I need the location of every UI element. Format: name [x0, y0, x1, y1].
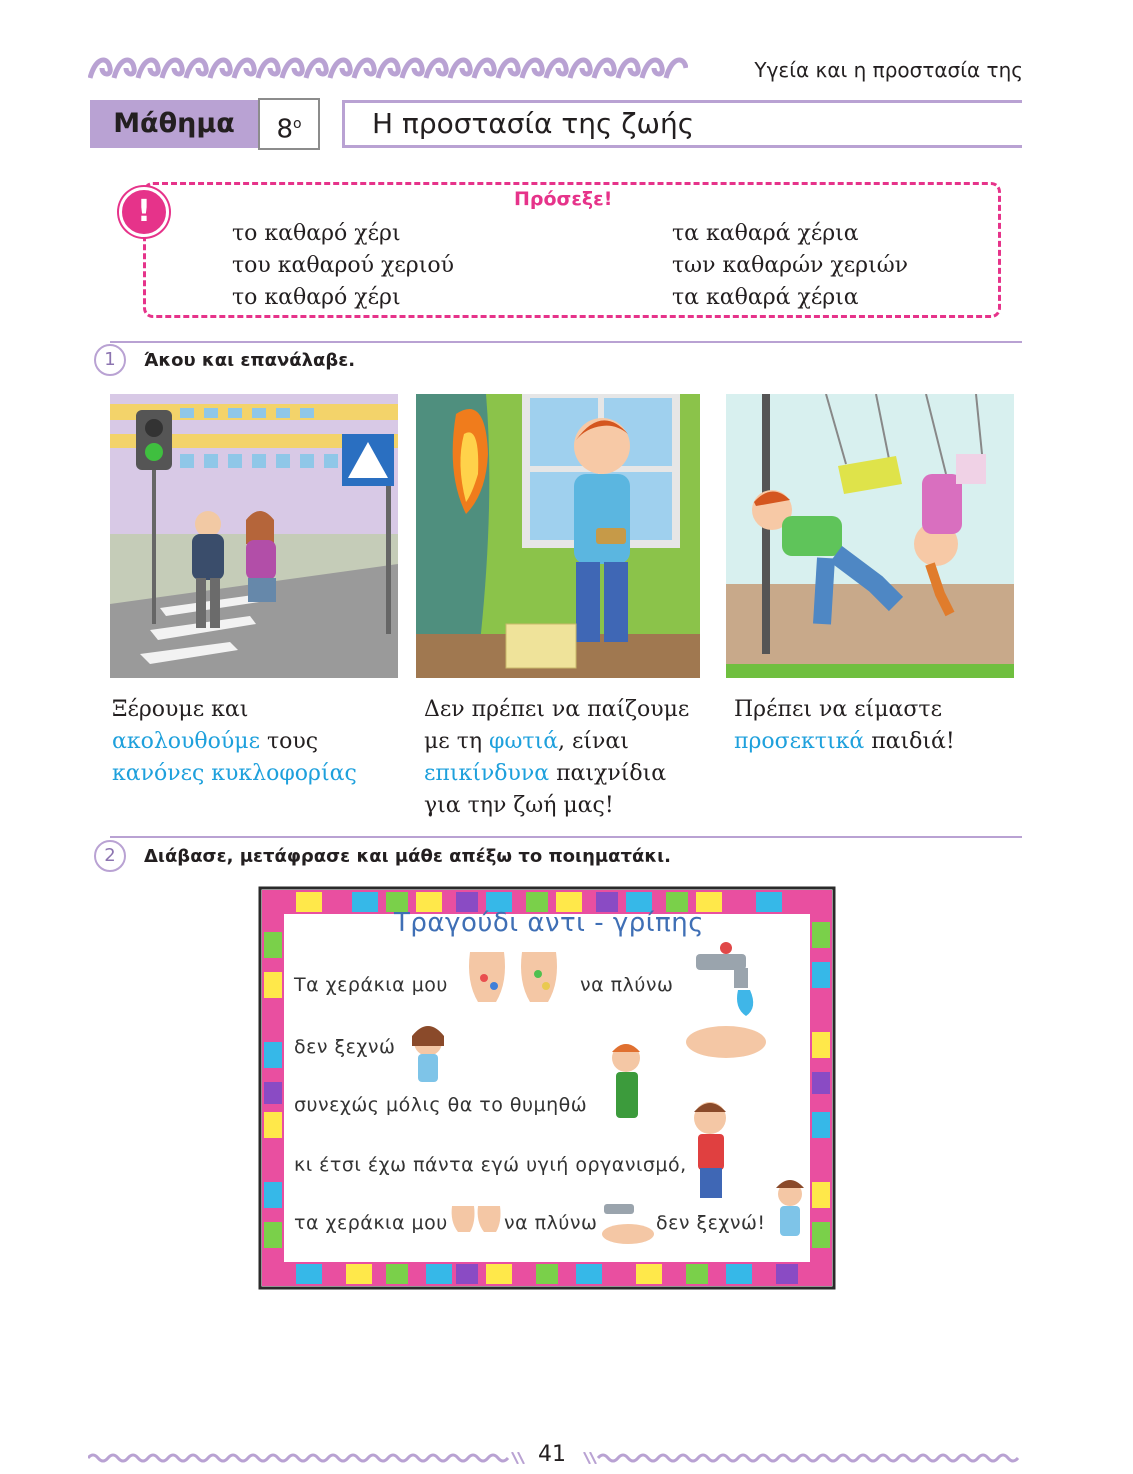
page-number: 41: [538, 1442, 566, 1467]
lesson-number: [258, 100, 320, 148]
caption-1-highlight-traffic-rules: κανόνες κυκλοφορίας: [112, 761, 357, 786]
caption-3-line-1: Πρέπει να είμαστε: [734, 697, 942, 722]
illustration-swings: [726, 394, 1014, 678]
caption-traffic-rules: [112, 694, 357, 790]
poem-line-5b: να πλύνω: [504, 1212, 598, 1234]
singular-genitive: του καθαρού χεριού: [232, 253, 454, 278]
poem-title: Τραγούδι αντι - γρίπης: [394, 908, 704, 938]
lesson-title: Η προστασία της ζωής: [372, 107, 695, 140]
poem-line-2: δεν ξεχνώ: [294, 1036, 396, 1058]
lesson-label: Μάθημα: [113, 108, 235, 139]
exercise-number-2: 2: [94, 840, 126, 872]
caption-2-line-1: Δεν πρέπει να παίζουμε: [424, 697, 690, 722]
attention-title: Πρόσεξε!: [514, 188, 613, 210]
poem-line-5c: δεν ξεχνώ!: [656, 1212, 766, 1234]
plural-accusative: τα καθαρά χέρια: [672, 285, 859, 310]
decorative-wave-border: [88, 54, 688, 82]
caption-fire: [424, 694, 689, 822]
caption-2-rest-3: παιχνίδια: [549, 761, 667, 786]
poem-line-5a: τα χεράκια μου: [294, 1212, 448, 1234]
poem-line-1a: Τα χεράκια μου: [294, 974, 448, 996]
poem-line-4: κι έτσι έχω πάντα εγώ υγιή οργανισμό,: [294, 1154, 687, 1176]
section-divider: [110, 836, 1022, 838]
poem-line-1b: να πλύνω: [580, 974, 674, 996]
caption-2-highlight-dangerous: επικίνδυνα: [424, 761, 550, 786]
plural-forms: [672, 218, 908, 314]
singular-accusative: το καθαρό χέρι: [232, 285, 401, 310]
exercise-number-1: 1: [94, 344, 126, 376]
poem-line-3: συνεχώς μόλις θα το θυμηθώ: [294, 1094, 588, 1116]
caption-3-highlight-careful: προσεκτικά: [734, 729, 865, 754]
plural-genitive: των καθαρών χεριών: [672, 253, 909, 278]
header-topic: Υγεία και η προστασία της: [754, 58, 1023, 82]
illustration-fire: [416, 394, 700, 678]
caption-2-highlight-fire: φωτιά: [489, 729, 559, 754]
caption-3-rest: παιδιά!: [864, 729, 955, 754]
illustration-crosswalk: [110, 394, 398, 678]
caption-2-line-2: [424, 726, 689, 758]
caption-3-line-2: [734, 726, 955, 758]
caption-1-line-2: [112, 726, 357, 758]
caption-2-line-3: [424, 758, 689, 790]
plural-nominative: τα καθαρά χέρια: [672, 221, 859, 246]
singular-forms: [232, 218, 454, 314]
caption-1-text: τους: [259, 729, 319, 754]
exercise-2-instruction: Διάβασε, μετάφρασε και μάθε απέξω το ποιηματάκι.: [144, 846, 671, 867]
caption-2-line-4: για την ζωή μας!: [424, 793, 614, 818]
caption-1-line-1: Ξέρουμε και: [112, 697, 249, 722]
singular-nominative: το καθαρό χέρι: [232, 221, 401, 246]
thinking-boy-icon: [612, 1044, 640, 1118]
lesson-number-suffix: ο: [292, 116, 302, 132]
section-divider: [110, 341, 1022, 343]
caption-2-rest: , είναι: [558, 729, 629, 754]
caption-2-pre: με τη: [424, 729, 490, 754]
lesson-number-value: 8: [276, 114, 293, 145]
caption-careful: [734, 694, 955, 758]
exercise-1-instruction: Άκου και επανάλαβε.: [144, 350, 356, 371]
caption-1-highlight-follow: ακολουθούμε: [112, 729, 260, 754]
exclamation-icon: !: [119, 187, 169, 237]
